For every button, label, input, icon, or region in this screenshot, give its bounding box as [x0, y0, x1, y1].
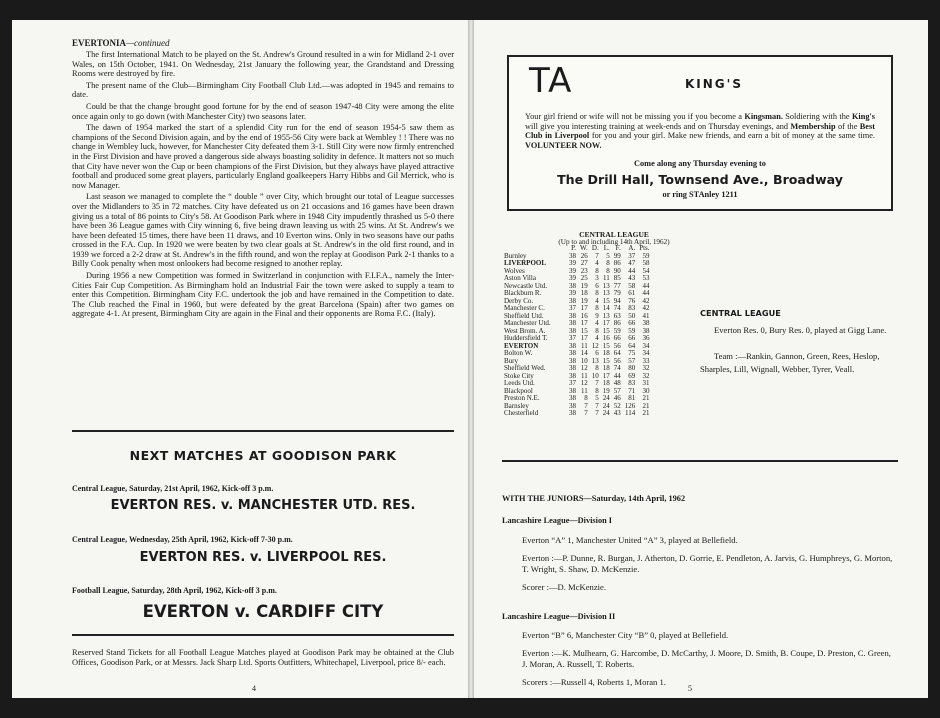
stat-cell-p: 38	[569, 371, 576, 380]
stat-cell-l: 15	[602, 341, 610, 350]
article-paragraph: Could be that the change brought good fortune for by the end of season 1947-48 City were among the elite once again only to go down (with Manchester City) two seasons later.	[72, 101, 454, 121]
stat-cell-p: 38	[569, 401, 576, 410]
section-divider	[502, 460, 898, 462]
team-name-cell: EVERTON	[504, 341, 539, 350]
stat-cell-w: 12	[580, 379, 588, 387]
team-name-cell: Huddersfield T.	[504, 334, 548, 342]
stat-cell-f: 86	[613, 319, 621, 327]
stat-cell-a: 81	[628, 394, 636, 402]
stat-cell-f: 57	[613, 386, 621, 395]
stat-cell-w: 25	[580, 274, 588, 282]
stat-cell-p: 39	[569, 274, 576, 282]
stat-cell-l: 11	[602, 274, 610, 282]
stat-cell-w: 23	[580, 266, 588, 275]
stat-cell-l: 13	[602, 289, 610, 297]
stat-cell-w: 10	[580, 356, 588, 365]
team-name-cell: Manchester C.	[504, 304, 545, 312]
page-number: 5	[688, 684, 692, 693]
advert-heading: KING'S	[685, 77, 743, 91]
stat-cell-l: 16	[602, 334, 610, 342]
stat-cell-l: 24	[602, 394, 610, 402]
division-2-report	[522, 630, 898, 688]
stat-cell-a: 44	[628, 266, 636, 275]
stat-cell-pts: 30	[642, 386, 650, 395]
stat-cell-pts: 32	[642, 371, 650, 380]
table-header-cell: W.	[580, 244, 588, 252]
stat-cell-d: 8	[595, 364, 599, 372]
stat-cell-f: 79	[613, 289, 621, 297]
league-table-title: CENTRAL LEAGUE	[579, 230, 649, 239]
central-league-team: Team :—Rankin, Gannon, Green, Rees, Heslop, Sharples, Lill, Wignall, Webber, Tyrer, Veall.	[700, 351, 880, 374]
stat-cell-f: 56	[613, 356, 621, 365]
stat-cell-pts: 44	[642, 281, 650, 290]
stat-cell-pts: 41	[642, 311, 650, 320]
next-matches-title: NEXT MATCHES AT GOODISON PARK	[129, 448, 397, 463]
stat-cell-p: 38	[569, 349, 576, 357]
stat-cell-f: 59	[613, 326, 621, 335]
team-name-cell: Stoke City	[504, 371, 534, 380]
stat-cell-p: 39	[569, 289, 576, 297]
stat-cell-p: 38	[569, 409, 576, 417]
page-5	[474, 20, 928, 698]
stat-cell-a: 66	[628, 319, 636, 327]
division-1-report	[522, 535, 898, 593]
stat-cell-l: 17	[602, 319, 610, 327]
stat-cell-f: 94	[613, 296, 621, 305]
stat-cell-pts: 38	[642, 319, 650, 327]
stat-cell-pts: 21	[642, 394, 650, 402]
stat-cell-l: 8	[606, 259, 610, 267]
stat-cell-pts: 31	[642, 379, 650, 387]
article-paragraph: During 1956 a new Competition was formed in Switzerland in conjunction with F.I.F.A., namely the Inter-Cities Fair Cup Competition. As Birmingham hold an Industrial Fair the town were asked to supply a team to enter this Competition. Birmingham City F.C. undertook the job and have remained in the Competition to date. The Club reached the Final in 1960, but were defeated by the great Barcelona (Spain) after two games on aggregate 4-1. At present, Birmingham City are again in the Final and their opponents are Roma F.C. (Italy).	[72, 271, 454, 319]
stat-cell-p: 38	[569, 341, 576, 350]
stat-cell-a: 57	[628, 356, 636, 365]
stat-cell-p: 38	[569, 319, 576, 327]
section-divider	[72, 634, 454, 636]
division-title: Lancashire League—Division II	[502, 612, 616, 621]
stat-cell-f: 44	[613, 371, 621, 380]
stat-cell-l: 8	[606, 266, 610, 275]
stat-cell-p: 38	[569, 326, 576, 335]
stat-cell-l: 18	[602, 349, 610, 357]
table-header-cell: A.	[628, 244, 636, 252]
stat-cell-w: 16	[580, 311, 588, 320]
stat-cell-d: 5	[595, 394, 599, 402]
stat-cell-d: 7	[595, 401, 599, 410]
kings-regiment-advert	[507, 55, 893, 211]
division-title: Lancashire League—Division I	[502, 516, 613, 525]
fixture-label: Central League, Wednesday, 25th April, 1962, Kick-off 7-30 p.m.	[72, 535, 293, 544]
division-result: Everton “A” 1, Manchester United “A” 3, played at Bellefield.	[522, 535, 738, 545]
stat-cell-p: 38	[569, 296, 576, 305]
stat-cell-pts: 33	[642, 356, 650, 365]
stat-cell-d: 7	[595, 251, 599, 260]
team-name-cell: Preston N.E.	[504, 394, 540, 402]
stat-cell-pts: 58	[642, 259, 650, 267]
stat-cell-d: 12	[591, 341, 599, 350]
stat-cell-l: 15	[602, 296, 610, 305]
stat-cell-f: 85	[613, 274, 621, 282]
stat-cell-d: 4	[595, 319, 599, 327]
ta-logo: TA	[529, 61, 573, 101]
section-divider	[72, 430, 454, 432]
stat-cell-a: 71	[628, 386, 636, 395]
team-name-cell: Bolton W.	[504, 349, 533, 357]
table-header-cell: F.	[615, 244, 621, 252]
page-number: 4	[252, 684, 256, 693]
page-4	[12, 20, 468, 698]
league-table-subtitle: (Up to and including 14th April, 1962)	[558, 238, 670, 246]
stat-cell-d: 7	[595, 379, 599, 387]
stat-cell-pts: 54	[642, 266, 650, 275]
stat-cell-f: 90	[613, 266, 621, 275]
fixture-match: EVERTON v. CARDIFF CITY	[142, 602, 384, 621]
stat-cell-pts: 21	[642, 409, 650, 417]
central-league-table	[502, 245, 652, 418]
stat-cell-a: 83	[628, 304, 636, 312]
stat-cell-a: 114	[624, 409, 636, 417]
stat-cell-f: 56	[613, 341, 621, 350]
stat-cell-w: 17	[580, 319, 588, 327]
stat-cell-pts: 38	[642, 326, 650, 335]
stat-cell-w: 17	[580, 304, 588, 312]
table-header-cell: Pts.	[639, 244, 650, 252]
stat-cell-d: 4	[595, 296, 599, 305]
stat-cell-w: 27	[580, 259, 588, 267]
table-header-cell: D.	[591, 244, 599, 252]
stat-cell-f: 99	[613, 251, 621, 260]
stat-cell-p: 38	[569, 356, 576, 365]
stat-cell-w: 19	[580, 296, 588, 305]
stat-cell-p: 39	[569, 266, 576, 275]
stat-cell-f: 48	[613, 379, 621, 387]
team-name-cell: Leeds Utd.	[504, 379, 535, 387]
stat-cell-p: 37	[569, 304, 576, 312]
stat-cell-a: 47	[628, 259, 636, 267]
stat-cell-l: 14	[602, 304, 610, 312]
stat-cell-w: 7	[584, 401, 588, 410]
stat-cell-w: 8	[584, 394, 588, 402]
section-title-suffix: —continued	[126, 38, 170, 48]
stat-cell-f: 74	[613, 304, 621, 312]
stat-cell-p: 37	[569, 379, 576, 387]
stat-cell-d: 7	[595, 409, 599, 417]
stat-cell-w: 11	[580, 341, 588, 350]
stat-cell-a: 50	[628, 311, 636, 320]
stat-cell-l: 18	[602, 379, 610, 387]
team-name-cell: Sheffield Utd.	[504, 311, 544, 320]
stat-cell-p: 38	[569, 364, 576, 372]
central-league-result: Everton Res. 0, Bury Res. 0, played at Gigg Lane.	[714, 325, 887, 335]
team-name-cell: Bury	[504, 356, 518, 365]
stat-cell-a: 61	[628, 289, 636, 297]
team-name-cell: Manchester Utd.	[504, 319, 551, 327]
stat-cell-w: 11	[580, 386, 588, 395]
stat-cell-w: 14	[580, 349, 588, 357]
division-scorers: Scorers :—Russell 4, Roberts 1, Moran 1.	[522, 676, 666, 687]
stat-cell-w: 15	[580, 326, 588, 335]
stat-cell-d: 8	[595, 304, 599, 312]
stat-cell-p: 38	[569, 386, 576, 395]
division-result: Everton “B” 6, Manchester City “B” 0, played at Bellefield.	[522, 630, 729, 640]
stat-cell-a: 76	[628, 296, 636, 305]
stat-cell-l: 24	[602, 409, 610, 417]
stat-cell-p: 37	[569, 334, 576, 342]
stat-cell-a: 126	[624, 401, 636, 410]
stat-cell-d: 10	[591, 371, 599, 380]
stat-cell-p: 38	[569, 394, 576, 402]
stat-cell-d: 6	[595, 349, 599, 357]
fixture-label: Central League, Saturday, 21st April, 1962, Kick-off 3 p.m.	[72, 484, 274, 493]
advert-phone: or ring STAnley 1211	[662, 190, 738, 199]
stat-cell-p: 38	[569, 311, 576, 320]
stat-cell-l: 24	[602, 401, 610, 410]
stat-cell-pts: 36	[642, 334, 650, 342]
evertonia-article	[72, 50, 454, 321]
fixture-label: Football League, Saturday, 28th April, 1962, Kick-off 3 p.m.	[72, 586, 277, 595]
stat-cell-p: 38	[569, 251, 576, 260]
table-row	[502, 410, 652, 418]
stat-cell-a: 80	[628, 364, 636, 372]
stat-cell-f: 66	[613, 334, 621, 342]
advert-body: Your girl friend or wife will not be missing you if you become a Kingsman. Soldiering with the King's will give you interesting training at week-ends and on Thursday evenings, and Membership of the Best Club in Liverpool for you and your girl. Make new friends, and earn a bit of money at the same time. VOLUNTEER NOW.	[525, 112, 876, 150]
juniors-title: WITH THE JUNIORS—Saturday, 14th April, 1962	[502, 494, 686, 503]
stat-cell-pts: 44	[642, 289, 650, 297]
division-scorer: Scorer :—D. McKenzie.	[522, 581, 606, 592]
stat-cell-p: 39	[569, 259, 576, 267]
division-team: Everton :—K. Mulhearn, G. Harcombe, D. McCarthy, J. Moore, D. Smith, B. Coupe, D. Preston, C. Green, J. Moran, A. Russell, T. Roberts.	[522, 647, 891, 669]
stat-cell-d: 4	[595, 334, 599, 342]
division-team: Everton :—P. Dunne, R. Burgan, J. Atherton, D. Gorrie, E. Pendleton, A. Jarvis, G. Humphreys, G. Morton, T. Wright, S. Shaw, D. McKenzie.	[522, 552, 893, 574]
team-name-cell: Derby Co.	[504, 296, 534, 305]
stat-cell-l: 13	[602, 281, 610, 290]
stat-cell-d: 6	[595, 281, 599, 290]
stat-cell-w: 19	[580, 281, 588, 290]
stat-cell-pts: 42	[642, 304, 650, 312]
stat-cell-d: 9	[595, 311, 599, 320]
stat-cell-a: 43	[628, 274, 636, 282]
stat-cell-l: 5	[606, 251, 610, 260]
stat-cell-f: 64	[613, 349, 621, 357]
stat-cell-pts: 34	[642, 341, 650, 350]
stat-cell-d: 3	[595, 274, 599, 282]
stat-cell-w: 17	[580, 334, 588, 342]
stat-cell-d: 8	[595, 289, 599, 297]
advert-come-along: Come along any Thursday evening to	[634, 159, 766, 168]
stat-cell-l: 15	[602, 356, 610, 365]
stat-cell-w: 11	[580, 371, 588, 380]
stat-cell-w: 18	[580, 289, 588, 297]
stat-cell-a: 66	[628, 334, 636, 342]
stat-cell-f: 46	[613, 394, 621, 402]
team-name-cell: Wolves	[504, 266, 525, 275]
article-paragraph: The first International Match to be played on the St. Andrew's Ground resulted in a win for Midland 2-1 over Wales, on 15th October, 1941. On Wednesday, 21st January the following year, the Grandstand and Dressing Rooms were destroyed by fire.	[72, 50, 454, 79]
stat-cell-d: 13	[591, 356, 599, 365]
stat-cell-l: 13	[602, 311, 610, 320]
fixture-match: EVERTON RES. v. LIVERPOOL RES.	[139, 550, 387, 565]
stat-cell-w: 26	[580, 251, 588, 260]
team-name-cell: Barnsley	[504, 401, 529, 410]
stat-cell-l: 17	[602, 371, 610, 380]
stat-cell-f: 63	[613, 311, 621, 320]
stat-cell-pts: 21	[642, 401, 650, 410]
stat-cell-a: 69	[628, 371, 636, 380]
team-name-cell: Aston Villa	[504, 274, 536, 282]
stat-cell-a: 59	[628, 326, 636, 335]
article-paragraph: The present name of the Club—Birmingham City Football Club Ltd.—was adopted in 1945 and remains to date.	[72, 80, 454, 100]
stat-cell-a: 58	[628, 281, 636, 290]
team-name-cell: Chesterfield	[504, 409, 539, 417]
team-name-cell: Blackpool	[504, 386, 533, 395]
stat-cell-pts: 53	[642, 274, 650, 282]
article-paragraph: Last season we managed to complete the “ double ” over City, which brought our total of League successes over the Midlanders to 35 in 72 matches. City have defeated us on 21 occasions and 16 games have been drawn giving us a total of 86 points to City's 58. At Goodison Park where in 1948 City impudently thrashed us 5-0 there have been 36 League games with City winning 6, five being drawn leaving us with 25 wins. At St. Andrew's we have been defeated 15 times, there have been 11 draws, and 10 Everton wins. Only in two seasons have our paths crossed in the F.A. Cup. In 1920 we were beaten by two clear goals at St. Andrew's in the old first round, and in 1939 we forced a 2-2 draw at St. Andrew's in the fifth round, and won the replay at Goodison Park 2-1 thanks to a Billy Cook penalty when most onlookers had become resigned to another replay.	[72, 192, 454, 269]
team-name-cell: Burnley	[504, 251, 527, 260]
team-name-cell: Blackburn R.	[504, 289, 542, 297]
stat-cell-d: 4	[595, 259, 599, 267]
stat-cell-f: 43	[613, 409, 621, 417]
stat-cell-d: 8	[595, 326, 599, 335]
stat-cell-pts: 59	[642, 251, 650, 260]
stat-cell-l: 15	[602, 326, 610, 335]
stat-cell-f: 74	[613, 364, 621, 372]
central-league-result-title: CENTRAL LEAGUE	[700, 308, 781, 318]
stat-cell-f: 86	[613, 259, 621, 267]
stat-cell-f: 77	[613, 281, 621, 290]
stat-cell-p: 38	[569, 281, 576, 290]
article-paragraph: The dawn of 1954 marked the start of a splendid City run for the end of season 1954-5 saw them as champions of the Second Division again, and by the end of 1955-56 City were back at Wembley ! ! There was no change in Wembley luck, however, for Manchester City defeated them 3-1. Still City were now firmly entrenched in the First Division and have proved a dangerous side always boasting solidity in defence. It matters not so much that City have never won the Cup or been champions of the First Division, but they always have played attractive football and produced some great players, particularly England goalkeepers Harry Hibbs and Gil Merrick, who is now Manager.	[72, 123, 454, 190]
stat-cell-f: 52	[613, 401, 621, 410]
stat-cell-pts: 42	[642, 296, 650, 305]
stat-cell-w: 7	[584, 409, 588, 417]
tickets-note: Reserved Stand Tickets for all Football League Matches played at Goodison Park may be obtained at the Club Offices, Goodison Park, or at Messrs. Jack Sharp Ltd. Sports Outfitters, Whitechapel, Liverpool, price 8/- each.	[72, 648, 454, 667]
stat-cell-a: 64	[628, 341, 636, 350]
fixture-match: EVERTON RES. v. MANCHESTER UTD. RES.	[110, 498, 416, 513]
section-title: EVERTONIA—continued	[72, 38, 170, 48]
stat-cell-a: 75	[628, 349, 636, 357]
advert-address: The Drill Hall, Townsend Ave., Broadway	[557, 172, 843, 187]
stat-cell-l: 18	[602, 364, 610, 372]
stat-cell-a: 83	[628, 379, 636, 387]
table-header-cell: L.	[603, 244, 610, 252]
team-name-cell: Newcastle Utd.	[504, 281, 548, 290]
stat-cell-d: 8	[595, 266, 599, 275]
team-name-cell: Sheffield Wed.	[504, 364, 546, 372]
table-header-cell: P.	[571, 244, 576, 252]
stat-cell-pts: 34	[642, 349, 650, 357]
team-name-cell: West Brom. A.	[504, 326, 546, 335]
team-name-cell: LIVERPOOL	[504, 259, 547, 267]
stat-cell-pts: 32	[642, 364, 650, 372]
stat-cell-d: 8	[595, 386, 599, 395]
stat-cell-a: 37	[628, 251, 636, 260]
stat-cell-l: 19	[602, 386, 610, 395]
stat-cell-w: 12	[580, 364, 588, 372]
